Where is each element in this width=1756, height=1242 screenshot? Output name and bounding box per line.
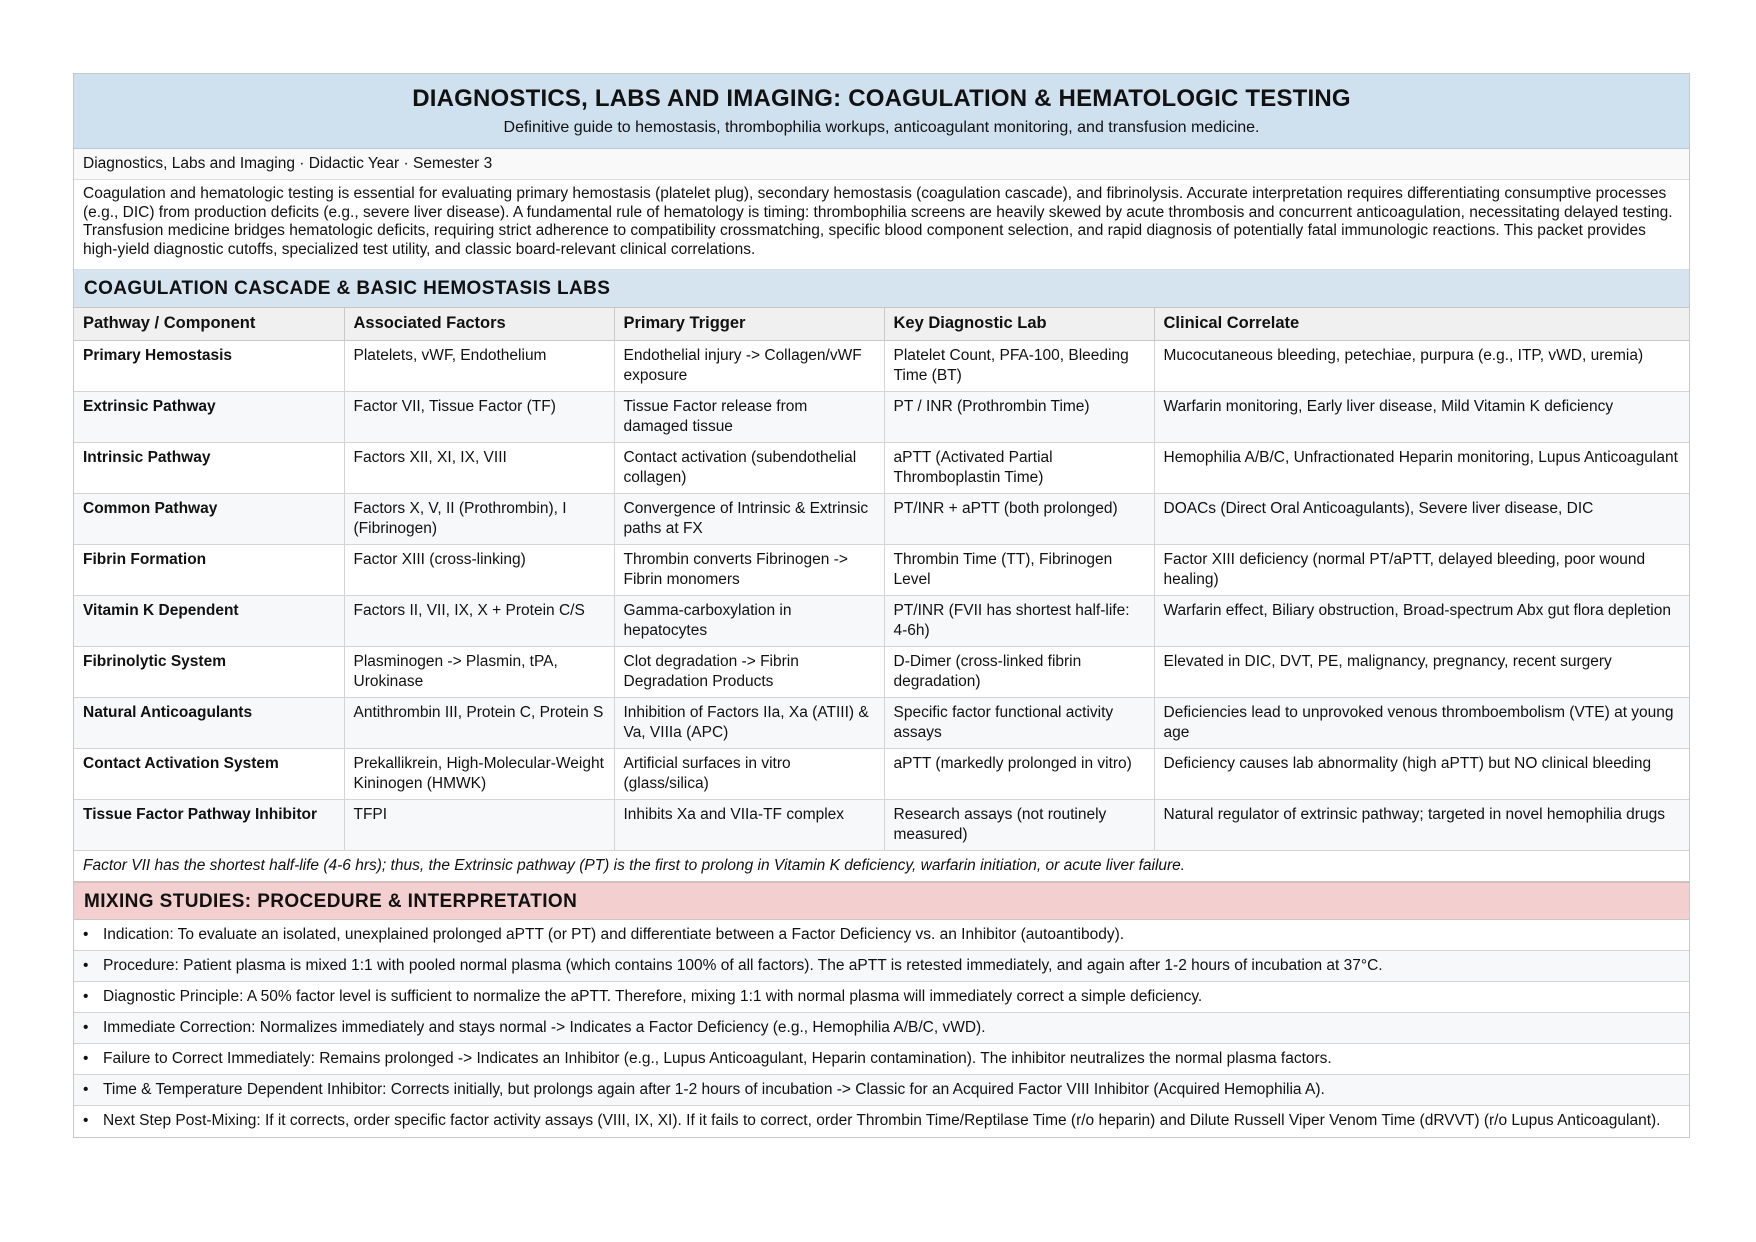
table-cell: Deficiency causes lab abnormality (high aPTT) but NO clinical bleeding [1154,748,1689,799]
table-cell: D-Dimer (cross-linked fibrin degradation) [884,646,1154,697]
table-cell: PT / INR (Prothrombin Time) [884,391,1154,442]
table-cell: Inhibits Xa and VIIa-TF complex [614,799,884,850]
column-header: Primary Trigger [614,308,884,340]
table-cell: Factor XIII deficiency (normal PT/aPTT, delayed bleeding, poor wound healing) [1154,544,1689,595]
table-cell: DOACs (Direct Oral Anticoagulants), Severe liver disease, DIC [1154,493,1689,544]
section-heading-coagulation: COAGULATION CASCADE & BASIC HEMOSTASIS LABS [74,270,1689,308]
table-cell: Natural Anticoagulants [74,697,344,748]
table-cell: PT/INR + aPTT (both prolonged) [884,493,1154,544]
table-cell: Research assays (not routinely measured) [884,799,1154,850]
list-item [74,982,1689,1013]
intro-paragraph: Coagulation and hematologic testing is essential for evaluating primary hemostasis (platelet plug), secondary hemostasis (coagulation cascade), and fibrinolysis. Accurate interpretation requires differentiating consumptive processes (e.g., DIC) from production deficits (e.g., severe liver disease). A fundamental rule of hematology is timing: thrombophilia screens are heavily skewed by acute thrombosis and concurrent anticoagulation, necessitating delayed testing. Transfusion medicine bridges hematologic deficits, requiring strict adherence to compatibility crossmatching, specific blood component selection, and rapid diagnosis of potentially fatal immunologic reactions. This packet provides high-yield diagnostic cutoffs, specialized test utility, and classic board-relevant clinical correlations. [74,180,1689,270]
table-cell: Platelet Count, PFA-100, Bleeding Time (BT) [884,340,1154,391]
bullet-icon: • [83,987,89,1005]
table-cell: Factors X, V, II (Prothrombin), I (Fibrinogen) [344,493,614,544]
table-cell: Natural regulator of extrinsic pathway; targeted in novel hemophilia drugs [1154,799,1689,850]
table-cell: Warfarin monitoring, Early liver disease, Mild Vitamin K deficiency [1154,391,1689,442]
list-item-text: Diagnostic Principle: A 50% factor level is sufficient to normalize the aPTT. Therefore, mixing 1:1 with normal plasma will immediately correct a simple deficiency. [103,987,1203,1005]
table-cell: Mucocutaneous bleeding, petechiae, purpura (e.g., ITP, vWD, uremia) [1154,340,1689,391]
table-cell: Vitamin K Dependent [74,595,344,646]
table-row [74,646,1689,697]
list-item [74,1106,1689,1137]
list-item-text: Indication: To evaluate an isolated, unexplained prolonged aPTT (or PT) and differentiate between a Factor Deficiency vs. an Inhibitor (autoantibody). [103,925,1125,943]
table-cell: Contact activation (subendothelial collagen) [614,442,884,493]
section-heading-mixing-studies: MIXING STUDIES: PROCEDURE & INTERPRETATION [74,882,1689,920]
list-item [74,1075,1689,1106]
table-row [74,340,1689,391]
table-cell: Tissue Factor release from damaged tissue [614,391,884,442]
list-item-text: Procedure: Patient plasma is mixed 1:1 with pooled normal plasma (which contains 100% of all factors). The aPTT is retested immediately, and again after 1-2 hours of incubation at 37°C. [103,956,1383,974]
table-cell: Factors XII, XI, IX, VIII [344,442,614,493]
list-item-text: Time & Temperature Dependent Inhibitor: Corrects initially, but prolongs again after 1-2 hours of incubation -> Classic for an Acquired Factor VIII Inhibitor (Acquired Hemophilia A). [103,1080,1325,1098]
table-cell: TFPI [344,799,614,850]
table-row [74,697,1689,748]
table-row [74,442,1689,493]
table-cell: Tissue Factor Pathway Inhibitor [74,799,344,850]
table-cell: Factor XIII (cross-linking) [344,544,614,595]
page-title: DIAGNOSTICS, LABS AND IMAGING: COAGULATION & HEMATOLOGIC TESTING [412,85,1351,112]
table-row [74,544,1689,595]
table-cell: Common Pathway [74,493,344,544]
table-cell: Thrombin converts Fibrinogen -> Fibrin monomers [614,544,884,595]
table-cell: Specific factor functional activity assays [884,697,1154,748]
list-item [74,1013,1689,1044]
table-cell: Thrombin Time (TT), Fibrinogen Level [884,544,1154,595]
table-cell: Convergence of Intrinsic & Extrinsic paths at FX [614,493,884,544]
list-item [74,951,1689,982]
table-footnote: Factor VII has the shortest half-life (4-6 hrs); thus, the Extrinsic pathway (PT) is the first to prolong in Vitamin K deficiency, warfarin initiation, or acute liver failure. [74,851,1689,882]
table-cell: Elevated in DIC, DVT, PE, malignancy, pregnancy, recent surgery [1154,646,1689,697]
list-item [74,1044,1689,1075]
table-cell: Platelets, vWF, Endothelium [344,340,614,391]
list-item [74,920,1689,951]
page-subtitle: Definitive guide to hemostasis, thrombophilia workups, anticoagulant monitoring, and transfusion medicine. [503,119,1260,136]
course-meta: Diagnostics, Labs and Imaging · Didactic Year · Semester 3 [74,149,1689,180]
table-row [74,799,1689,850]
bullet-icon: • [83,925,89,943]
table-cell: Contact Activation System [74,748,344,799]
table-cell: Factor VII, Tissue Factor (TF) [344,391,614,442]
bullet-icon: • [83,1111,89,1129]
table-cell: PT/INR (FVII has shortest half-life: 4-6h) [884,595,1154,646]
table-cell: Plasminogen -> Plasmin, tPA, Urokinase [344,646,614,697]
table-cell: aPTT (Activated Partial Thromboplastin Time) [884,442,1154,493]
bullet-icon: • [83,956,89,974]
column-header: Associated Factors [344,308,614,340]
table-cell: Gamma-carboxylation in hepatocytes [614,595,884,646]
table-cell: Fibrin Formation [74,544,344,595]
table-row [74,391,1689,442]
bullet-icon: • [83,1080,89,1098]
table-header-row [74,308,1689,340]
table-row [74,493,1689,544]
table-cell: Artificial surfaces in vitro (glass/silica) [614,748,884,799]
table-cell: Extrinsic Pathway [74,391,344,442]
table-cell: Clot degradation -> Fibrin Degradation Products [614,646,884,697]
table-cell: Intrinsic Pathway [74,442,344,493]
bullet-icon: • [83,1018,89,1036]
table-cell: aPTT (markedly prolonged in vitro) [884,748,1154,799]
column-header: Clinical Correlate [1154,308,1689,340]
bullet-icon: • [83,1049,89,1067]
table-cell: Antithrombin III, Protein C, Protein S [344,697,614,748]
column-header: Pathway / Component [74,308,344,340]
table-row [74,748,1689,799]
list-item-text: Immediate Correction: Normalizes immediately and stays normal -> Indicates a Factor Deficiency (e.g., Hemophilia A/B/C, vWD). [103,1018,986,1036]
mixing-studies-list [74,920,1689,1137]
table-cell: Fibrinolytic System [74,646,344,697]
title-block [74,74,1689,149]
list-item-text: Next Step Post-Mixing: If it corrects, order specific factor activity assays (VIII, IX, XI). If it fails to correct, order Thrombin Time/Reptilase Time (r/o heparin) and Dilute Russell Viper Venom Time (dRVVT) (r/o Lupus Anticoagulant). [103,1111,1661,1129]
list-item-text: Failure to Correct Immediately: Remains prolonged -> Indicates an Inhibitor (e.g., Lupus Anticoagulant, Heparin contamination). The inhibitor neutralizes the normal plasma factors. [103,1049,1332,1067]
table-cell: Primary Hemostasis [74,340,344,391]
coagulation-table [74,308,1689,851]
document-sheet [73,73,1690,1138]
table-cell: Hemophilia A/B/C, Unfractionated Heparin monitoring, Lupus Anticoagulant [1154,442,1689,493]
table-cell: Endothelial injury -> Collagen/vWF exposure [614,340,884,391]
table-cell: Warfarin effect, Biliary obstruction, Broad-spectrum Abx gut flora depletion [1154,595,1689,646]
table-cell: Factors II, VII, IX, X + Protein C/S [344,595,614,646]
table-row [74,595,1689,646]
table-cell: Prekallikrein, High-Molecular-Weight Kininogen (HMWK) [344,748,614,799]
table-cell: Deficiencies lead to unprovoked venous thromboembolism (VTE) at young age [1154,697,1689,748]
table-cell: Inhibition of Factors IIa, Xa (ATIII) & Va, VIIIa (APC) [614,697,884,748]
column-header: Key Diagnostic Lab [884,308,1154,340]
